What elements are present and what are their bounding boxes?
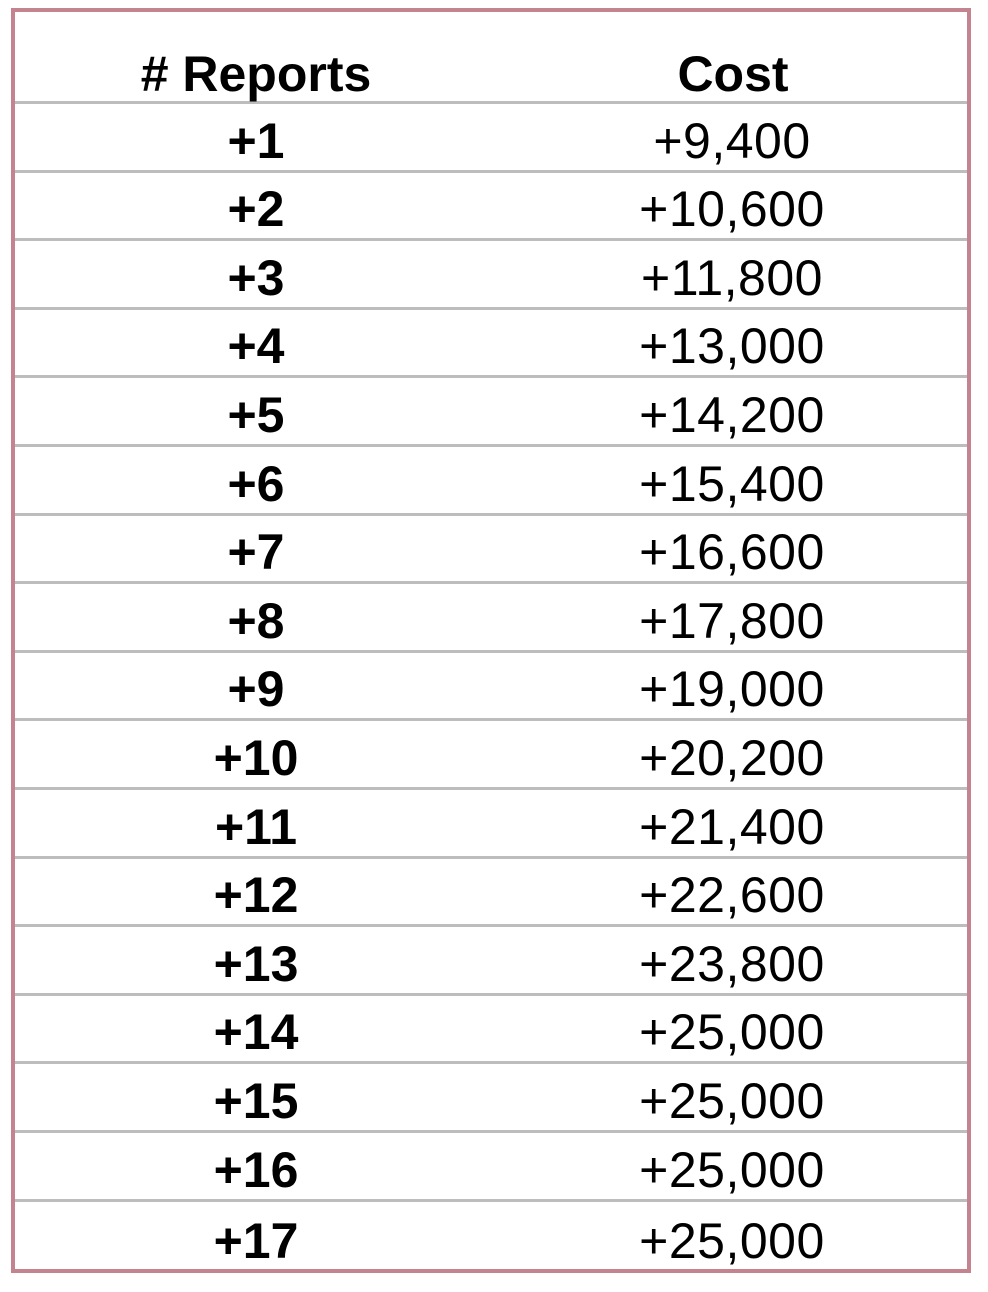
cell-cost: +25,000 [639,1004,825,1061]
table-row [15,1133,967,1202]
header-cost: Cost [677,46,789,102]
cell-cost: +17,800 [639,592,825,649]
cell-cost: +16,600 [639,524,825,581]
table-row [15,790,967,859]
cell-cost: +15,400 [639,455,825,512]
header-reports: # Reports [140,46,372,102]
cell-cost: +25,000 [639,1141,825,1198]
table-row [15,310,967,379]
table-row [15,241,967,310]
cell-cost: +19,000 [639,661,825,718]
table-row [15,584,967,653]
cell-reports: +9 [227,661,285,718]
table-row [15,721,967,790]
cell-reports: +3 [227,249,285,306]
cell-reports: +4 [227,318,285,375]
table-row [15,104,967,173]
cell-cost: +22,600 [639,867,825,924]
cell-reports: +13 [213,935,299,992]
table-row [15,927,967,996]
cell-cost: +21,400 [639,798,825,855]
table-body [15,104,967,1270]
cell-cost: +9,400 [653,112,811,169]
cell-reports: +5 [227,386,285,443]
table-row [15,1202,967,1271]
cell-cost: +25,000 [639,1072,825,1129]
cell-reports: +8 [227,592,285,649]
cell-reports: +1 [227,112,285,169]
table-row [15,996,967,1065]
cell-reports: +15 [213,1072,299,1129]
cell-reports: +11 [214,798,298,855]
pricing-table [11,8,971,1273]
cell-reports: +2 [227,181,285,238]
cell-cost: +10,600 [639,181,825,238]
table-row [15,447,967,516]
cell-cost: +13,000 [639,318,825,375]
cell-reports: +7 [227,524,285,581]
cell-reports: +17 [213,1213,299,1270]
cell-reports: +10 [213,729,299,786]
cell-cost: +20,200 [639,729,825,786]
table-row [15,378,967,447]
cell-reports: +14 [213,1004,299,1061]
table-row [15,173,967,242]
cell-cost: +11,800 [641,249,823,306]
table-row [15,859,967,928]
table-row [15,516,967,585]
cell-cost: +25,000 [639,1213,825,1270]
table-header-row [15,12,967,104]
cell-reports: +12 [213,867,299,924]
cell-cost: +23,800 [639,935,825,992]
cell-reports: +6 [227,455,285,512]
cell-cost: +14,200 [639,386,825,443]
table-row [15,1064,967,1133]
cell-reports: +16 [213,1141,299,1198]
table-row [15,653,967,722]
